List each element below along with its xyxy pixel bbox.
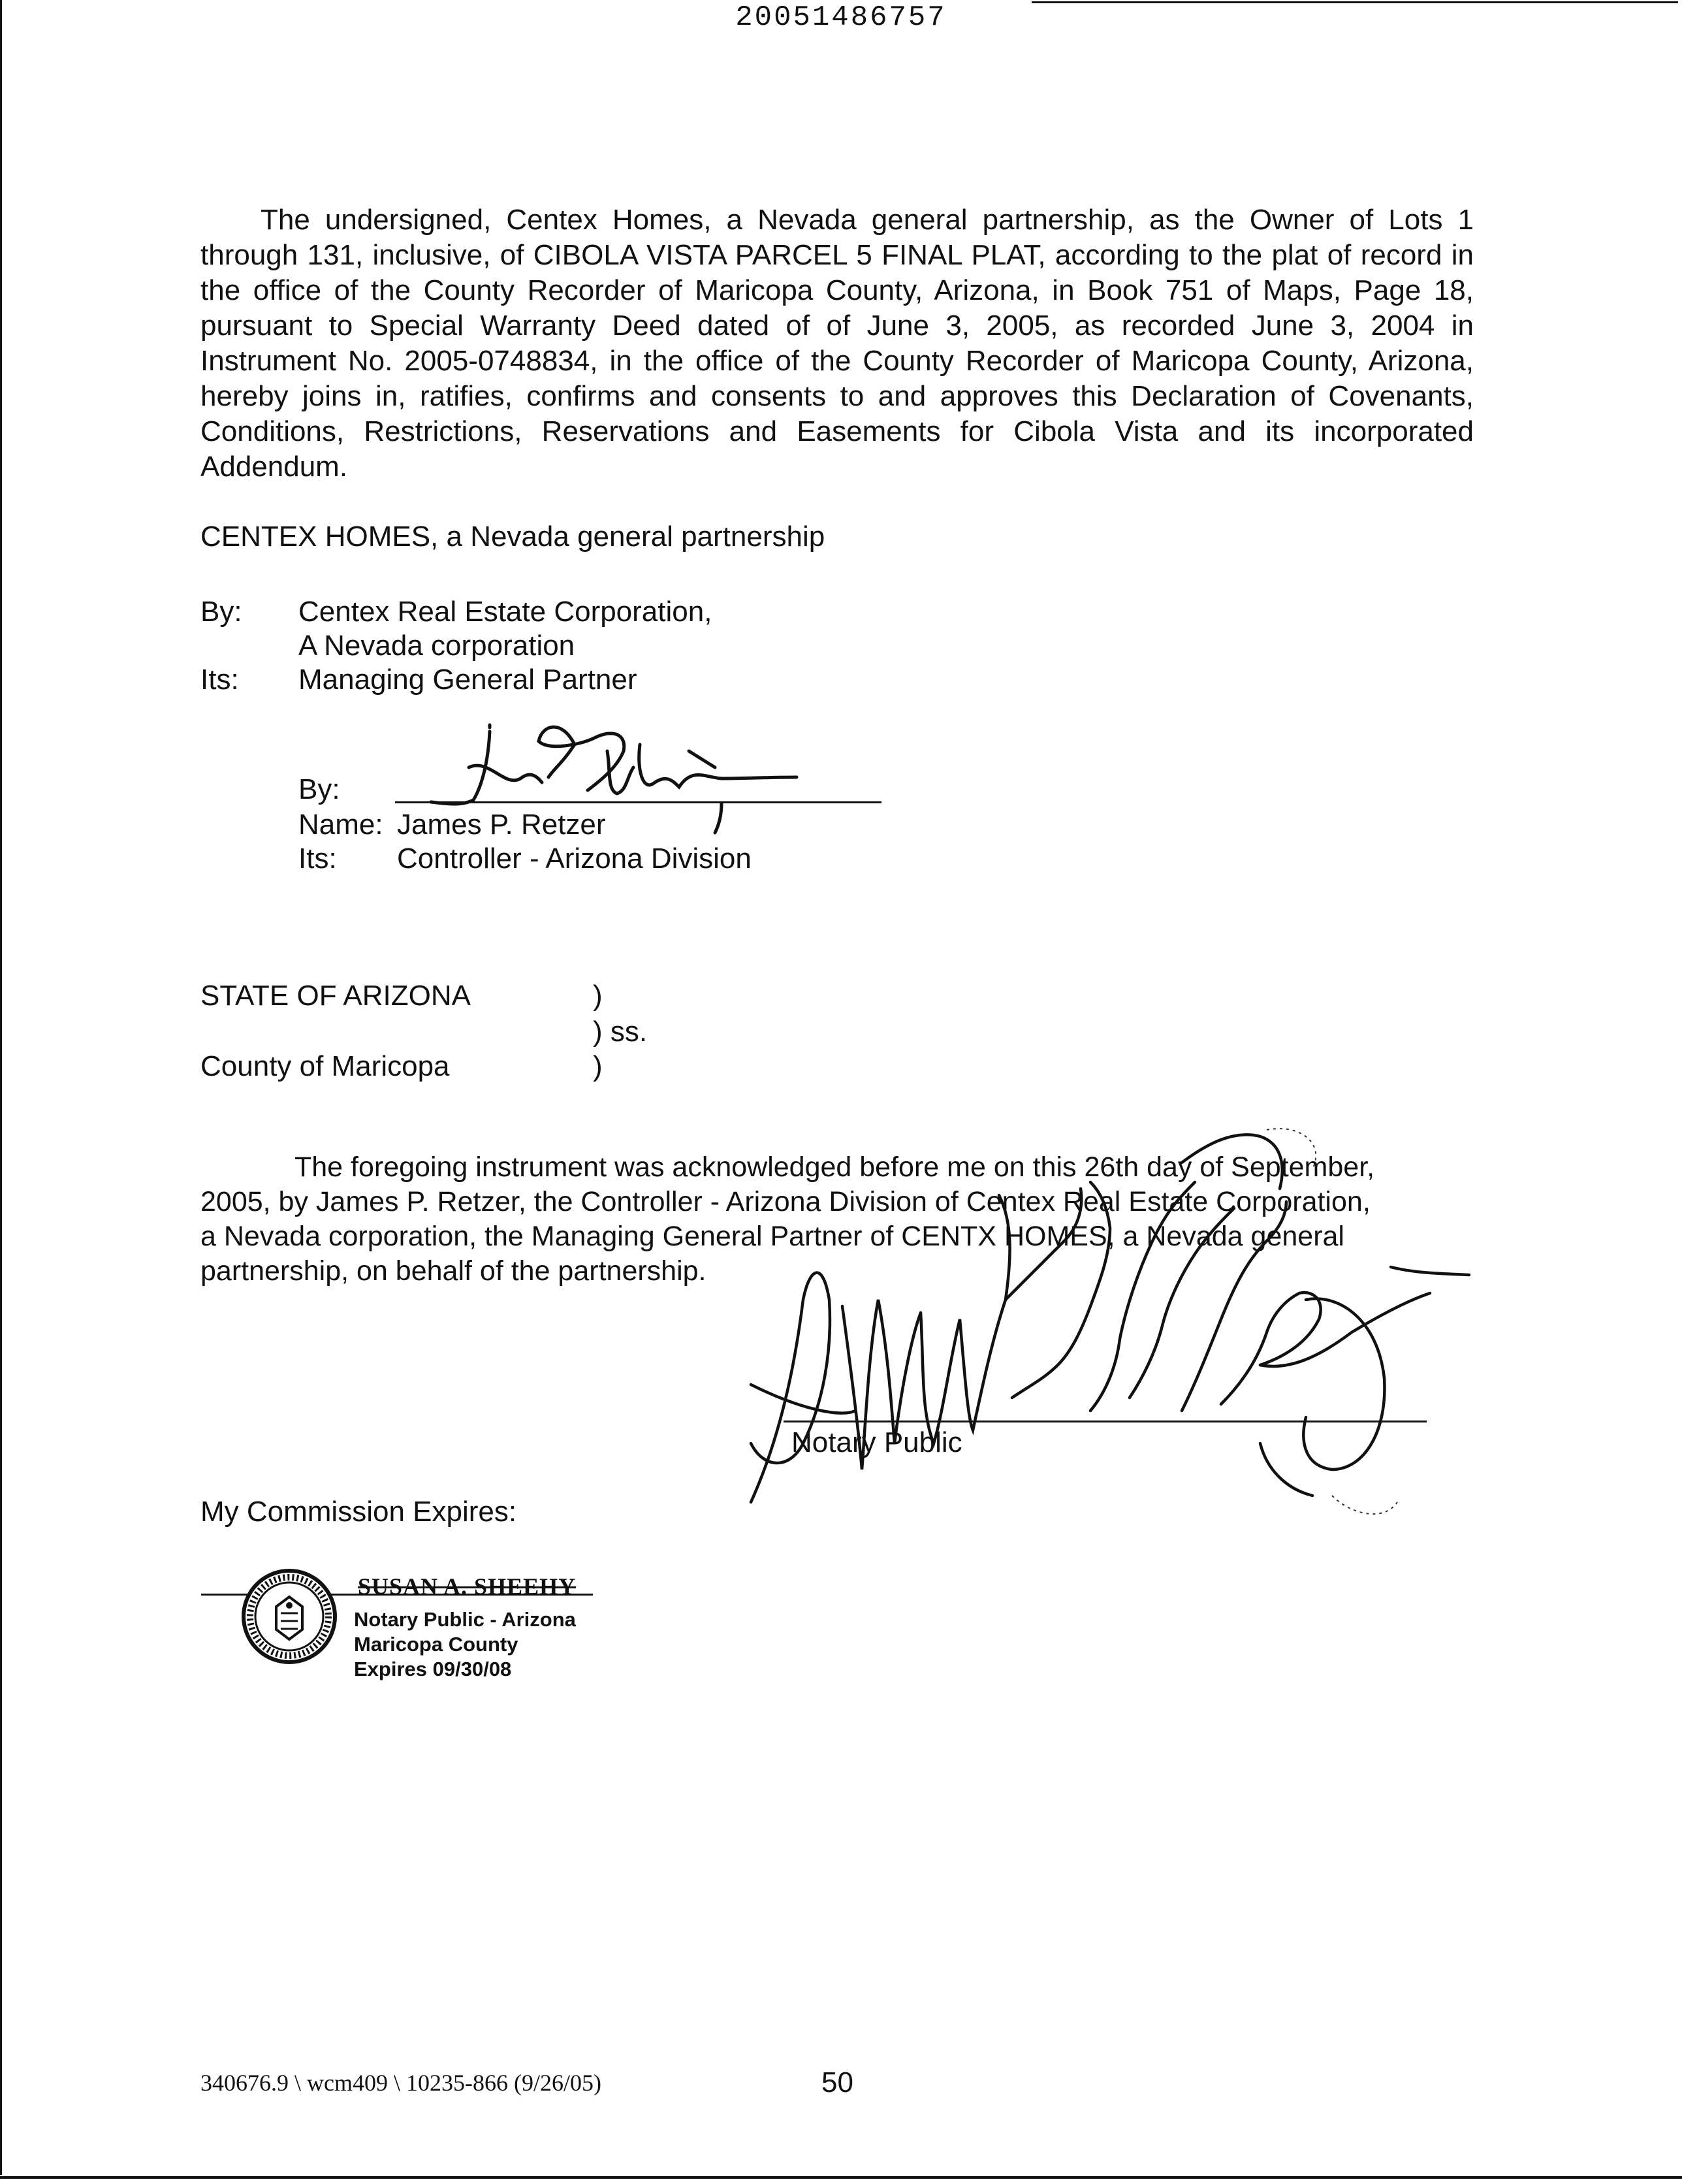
notary-seal xyxy=(240,1567,338,1665)
footer-page-number: 50 xyxy=(821,2066,853,2098)
venue-paren-3: ) xyxy=(593,1050,603,1082)
signer-its-label: Its: xyxy=(298,843,337,875)
its-value: Managing General Partner xyxy=(298,664,637,696)
ack-line-2: 2005, by James P. Retzer, the Controller - Arizona Division of Centex Real Estate Corporation, xyxy=(200,1186,1371,1217)
stamp-line-3: Expires 09/30/08 xyxy=(354,1658,512,1680)
venue-county: County of Maricopa xyxy=(200,1050,450,1082)
scan-border-left xyxy=(0,0,2,2175)
by-value-2: A Nevada corporation xyxy=(298,630,575,662)
document-number: 20051486757 xyxy=(735,1,947,34)
signer-title: Controller - Arizona Division xyxy=(397,843,752,875)
commission-label: My Commission Expires: xyxy=(200,1496,517,1528)
stamp-line-1: Notary Public - Arizona xyxy=(354,1608,576,1631)
consent-paragraph-text: The undersigned, Centex Homes, a Nevada general partnership, as the Owner of Lots 1 through 131, inclusive, of CIBOLA VISTA PARCEL 5 FINAL PLAT, according to the plat of record in the office of the County Recorder of Maricopa County, Arizona, in Book 751 of Maps, Page 18, pursuant to Special Warranty Deed dated of of June 3, 2005, as recorded June 3, 2004 in Instrument No. 2005-0748834, in the office of the County Recorder of Maricopa County, Arizona, hereby joins in, ratifies, confirms and consents to and approves this Declaration of Covenants, Conditions, Restrictions, Reservations and Easements for Cibola Vista and its incorporated Addendum. xyxy=(200,204,1474,483)
company-line: CENTEX HOMES, a Nevada general partnership xyxy=(200,521,825,553)
by-label: By: xyxy=(200,596,242,628)
footer-doc-ref: 340676.9 \ wcm409 \ 10235-866 (9/26/05) xyxy=(200,2070,601,2096)
signer-name: James P. Retzer xyxy=(397,809,606,841)
consent-paragraph xyxy=(200,202,1474,485)
venue-paren-1: ) xyxy=(593,980,603,1012)
signer-by-label: By: xyxy=(298,773,340,805)
stamp-line-2: Maricopa County xyxy=(354,1633,518,1656)
scan-border-bottom xyxy=(0,2176,1682,2179)
notary-signature xyxy=(725,1104,1508,1574)
venue-state: STATE OF ARIZONA xyxy=(200,980,471,1012)
signer-name-label: Name: xyxy=(298,809,383,841)
its-label: Its: xyxy=(200,664,239,696)
ack-line-3: a Nevada corporation, the Managing General Partner of CENTX HOMES, a Nevada general xyxy=(200,1221,1344,1252)
ack-line-1: The foregoing instrument was acknowledged before me on this 26th day of September, xyxy=(294,1151,1375,1183)
by-value: Centex Real Estate Corporation, xyxy=(298,596,712,628)
ack-line-4: partnership, on behalf of the partnership. xyxy=(200,1255,706,1287)
venue-ss: ) ss. xyxy=(593,1016,648,1048)
notary-label: Notary Public xyxy=(791,1426,962,1458)
stamp-name: SUSAN A. SHEEHY xyxy=(358,1573,577,1599)
